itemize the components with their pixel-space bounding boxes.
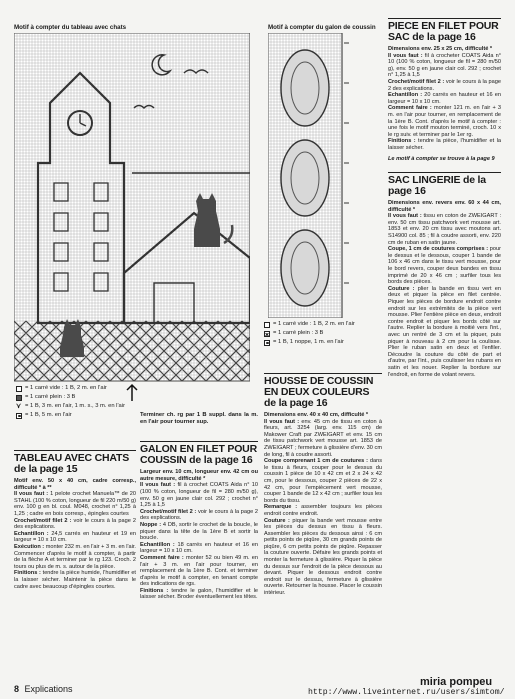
paragraph-text: monter 52 ou bien 49 m. en l'air + 3 m. en l'air pour tourner, en remplacement de la 1ère B. Cont. et terminer d'après le motif à compter, en tenant compte des indications de rgs. bbox=[140, 554, 258, 588]
paragraph bbox=[388, 105, 501, 138]
paragraph bbox=[388, 46, 501, 53]
paragraph bbox=[140, 588, 258, 601]
paragraph-lead: Couture : bbox=[388, 285, 415, 292]
paragraph-lead: Dimensions env. 25 x 25 cm, difficulté * bbox=[388, 46, 493, 52]
chart-caption-cats: Motif à compter du tableau avec chats bbox=[14, 24, 127, 31]
paragraph bbox=[388, 92, 501, 105]
article-body bbox=[388, 46, 501, 152]
legend-band bbox=[264, 320, 374, 347]
paragraph-text: dans le tissu à fleurs, couper pour le dessus du coussin 1 pièce de 10 x 42 cm et 2 x 24 x 42 cm, pour le dessous, couper 2 pièces de 22 x 42 cm, pour l'empiècement vert mousse, couper 1 bande de 12 x 42 cm ; surfiler tous les bords du tissu. bbox=[264, 458, 383, 504]
paragraph bbox=[140, 522, 258, 542]
article-body bbox=[388, 200, 501, 378]
paragraph bbox=[14, 491, 136, 517]
paragraph bbox=[140, 509, 258, 522]
paragraph-text: fil à crochet COATS Aida n° 10 (100 % coton, longueur de fil = 280 m/50 g), env. 50 g en jaune clair col. 292 ; crochet n° 1,25 à 1,5 bbox=[140, 482, 258, 509]
paragraph bbox=[388, 246, 501, 286]
paragraph-lead: Crochet/motif filet 2 : bbox=[388, 78, 445, 85]
section-name: Explications bbox=[24, 684, 73, 694]
paragraph-lead: Finitions : bbox=[388, 138, 416, 145]
paragraph bbox=[14, 544, 136, 570]
paragraph-lead: Exécution : bbox=[14, 543, 45, 550]
paragraph-lead: Largeur env. 10 cm, longueur env. 42 cm ou autre mesure, difficulté * bbox=[140, 469, 258, 482]
legend-row: = 1 carré plein : 3 B bbox=[16, 393, 246, 402]
legend-row: = 1 B, 5 m. en l'air bbox=[16, 411, 246, 420]
paragraph-lead: Finitions : bbox=[14, 570, 41, 577]
empty-square-icon bbox=[16, 386, 22, 392]
dot-square-icon bbox=[264, 340, 270, 346]
paragraph-text: 18 carrés en hauteur et 16 en largeur = 10 x 10 cm. bbox=[140, 541, 258, 555]
filet-chart-band bbox=[268, 33, 350, 318]
paragraph bbox=[14, 518, 136, 531]
empty-square-icon bbox=[264, 322, 270, 328]
article-body bbox=[140, 469, 258, 601]
paragraph bbox=[388, 138, 501, 151]
paragraph-lead: Il vous faut : bbox=[388, 213, 422, 220]
paragraph-text: voir le cours à la page 2 des explications. bbox=[388, 78, 501, 92]
v-stitch-icon: ⋎ bbox=[16, 402, 22, 410]
paragraph-lead: Coupe, 1 cm de coutures comprises : bbox=[388, 246, 489, 253]
legend-row: = 1 B, 1 noppe, 1 m. en l'air bbox=[264, 338, 374, 347]
filet-chart-band-grid bbox=[268, 33, 350, 318]
paragraph bbox=[140, 542, 258, 555]
divider bbox=[14, 450, 136, 451]
paragraph-text: tendre le galon, l'humidifier et le laisser sécher. Broder éventuellement les têtes. bbox=[140, 587, 258, 601]
paragraph-lead: Comment faire : bbox=[388, 105, 432, 112]
paragraph bbox=[14, 531, 136, 544]
paragraph-lead: Motif env. 50 x 40 cm, cadre corresp., difficulté * à ** bbox=[14, 478, 136, 491]
oval-motif bbox=[281, 140, 329, 216]
paragraph bbox=[140, 482, 258, 508]
paragraph-text: fil à crocheter COATS Aida n° 10 (100 % coton, longueur de fil = 280 m/50 g), env. 50 g en jaune clair col. 292 ; crochet n° 1,25 à 1,5 bbox=[388, 52, 501, 79]
paragraph-lead: Finitions : bbox=[140, 587, 169, 594]
paragraph-lead: Dimensions env. revers env. 60 x 44 cm, difficulté * bbox=[388, 200, 501, 213]
paragraph bbox=[388, 286, 501, 378]
paragraph bbox=[264, 518, 382, 597]
paragraph bbox=[388, 79, 501, 92]
filet-chart-cats-grid bbox=[14, 33, 250, 403]
article-title: HOUSSE DE COUSSIN EN DEUX COULEURS de la page 16 bbox=[264, 375, 374, 409]
legend-row: ⋎ = 1 B, 3 m. en l'air, 1 m. s., 3 m. en l'air bbox=[16, 402, 125, 410]
paragraph bbox=[14, 570, 136, 590]
legend-row: = 1 carré vide : 1 B, 2 m. en l'air bbox=[264, 320, 374, 329]
paragraph-text: 24,5 carrés en hauteur et 19 en largeur = 10 x 10 cm. bbox=[14, 530, 136, 544]
chart-note: Terminer ch. rg par 1 B suppl. dans la m. en l'air pour tourner sup. bbox=[140, 412, 258, 425]
paragraph bbox=[140, 555, 258, 588]
paragraph-text: 4 DB, sortir le crochet de la boucle, le piquer dans la tête de la 1ère B et sortir la boucle. bbox=[140, 521, 258, 542]
article-galon bbox=[140, 412, 258, 601]
paragraph-text: voir le cours à la page 2 des explications. bbox=[14, 517, 136, 531]
paragraph-text: monter 232 m. en l'air + 3 m. en l'air. Commencer d'après le motif à compter, à partir de la flèche A et terminer par le rg 123. Croch. 2 tours ou plus de m. s. autour de la pièce. bbox=[14, 543, 136, 570]
divider bbox=[388, 172, 501, 173]
paragraph-text: pour le dessus et le dessous, couper 1 bande de 106 x 46 cm dans le tissu vert mousse, pour le bord revers, couper deux bandes en tissu imprimé de 20 x 46 cm ; surfiler tous les bords des pièces. bbox=[388, 246, 501, 286]
paragraph-text: monter 121 m. en l'air + 3 m. en l'air pour tourner, en remplacement de la 1ère B. Cont. d'après le motif à compter : une fois le motif mouton terminé, croch. 10 x le rg suiv. et terminer par le 1er rg. bbox=[388, 105, 501, 138]
paragraph-lead: Noppe : bbox=[140, 521, 162, 528]
paragraph-lead: Il vous faut : bbox=[388, 52, 423, 59]
article-title: SAC LINGERIE de la page 16 bbox=[388, 174, 486, 198]
article-title: GALON EN FILET POUR COUSSIN de la page 16 bbox=[140, 443, 257, 467]
paragraph-lead: Echantillon : bbox=[14, 530, 49, 537]
full-square-icon bbox=[16, 395, 22, 401]
oval-motif bbox=[281, 230, 329, 306]
article-housse bbox=[264, 373, 382, 597]
article-body bbox=[264, 412, 382, 597]
article-title: PIECE EN FILET POUR SAC de la page 16 bbox=[388, 20, 499, 43]
dot-square-icon bbox=[16, 413, 22, 419]
oval-motif bbox=[281, 50, 329, 126]
legend-row: = 1 carré plein : 3 B bbox=[264, 329, 374, 338]
chart-reference-note: Le motif à compter se trouve à la page 9 bbox=[388, 155, 495, 162]
paragraph-text: plier la bande en tissu vert en deux et piquer la pièce en filet centrée. Piquer les pièces de bordure endroit contre endroit sur les extrémités de la pièce vert mousse. Plier l'entière pièce en deux, endroit contre endroit et piquer les bords côté sur l'autre. Replier la bordure à moitié vers l'int., avec un rentré de 3 cm et la piquer, puis piquer à nouveau à 2 cm pour la coulisse. Plier le ruban satin en deux et l'enfiler. Découdre la couture du côté de part et d'autre, par l'int., puis coulisser les rubans en satin et les nouer. Replier la bordure sur l'endroit, en forme de volant revers. bbox=[388, 285, 501, 378]
page-footer bbox=[14, 684, 73, 694]
divider bbox=[388, 18, 501, 19]
paragraph-lead: Dimensions env. 40 x 40 cm, difficulté * bbox=[264, 412, 369, 418]
paragraph-lead: Il vous faut : bbox=[264, 418, 300, 425]
chart-caption-band: Motif à compter du galon de coussin bbox=[268, 24, 376, 31]
paragraph bbox=[140, 469, 258, 482]
paragraph-text: piquer la bande vert mousse entre les pièces du dessus en tissu à fleurs. Assembler les pièces du dessous ainsi : 6 cm petits points de piqûre, 30 cm grands points de piqûre, 6 cm petits points de piqûre. Repasser la couture ouverte. Défaire les grands points et monter la fermeture à glissière. Piquer la pièce du dessus sur l'endroit de la pièce dessous au devant. Piquer le dessous endroit contre endroit sur le dessus, fermeture à glissière ouverte. Retourner la housse. Placer le coussin intérieur. bbox=[264, 517, 383, 597]
divider bbox=[140, 441, 258, 442]
signature: miria pompeu bbox=[420, 676, 493, 688]
paragraph-lead: Crochet/motif filet 2 : bbox=[140, 508, 197, 515]
paragraph-lead: Remarque : bbox=[264, 504, 298, 511]
article-tableau bbox=[14, 450, 136, 590]
paragraph bbox=[14, 478, 136, 491]
paragraph-lead: Coupe comprenant 1 cm de coutures : bbox=[264, 458, 368, 465]
source-url: http://www.liveinternet.ru/users/simtom/ bbox=[308, 688, 505, 697]
paragraph bbox=[264, 504, 382, 517]
paragraph-lead: Echantillon : bbox=[140, 541, 175, 548]
paragraph bbox=[388, 200, 501, 213]
page-number: 8 bbox=[14, 684, 20, 694]
legend-row: = 1 carré vide : 1 B, 2 m. en l'air bbox=[16, 384, 246, 393]
paragraph-lead: Il vous faut : bbox=[140, 482, 176, 489]
paragraph-text: 20 carrés en hauteur et 16 en largeur = 10 x 10 cm. bbox=[388, 92, 501, 105]
article-piece-sac bbox=[388, 18, 501, 378]
paragraph bbox=[264, 412, 382, 419]
paragraph bbox=[388, 53, 501, 79]
paragraph-text: 1 pelote crochet Manuela™ de 20 STAHL (100 % coton, longueur de fil 220 m/50 g) env. 100 g en bl. coul. M048, crochet n° 1,25 à 1,25 ; cadre en bois corresp., épingles courtes bbox=[14, 491, 136, 517]
article-body bbox=[14, 478, 136, 590]
paragraph-text: voir le cours à la page 2 des explications. bbox=[140, 508, 258, 522]
paragraph-lead: Crochet/motif filet 2 : bbox=[14, 517, 72, 524]
paragraph-text: env. 45 cm de tissu en coton à fleurs, art. 3254 (larg. env. 115 cm) de Makower Craft par ZWEIGART et env. 15 cm de tissu patchwork vert mousse art. 1853 de ZWEIGART ; fermeture à glissière d'env. 30 cm de long, fil à coudre assorti. bbox=[264, 418, 382, 458]
paragraph-text: assembler toujours les pièces endroit contre endroit. bbox=[264, 504, 382, 517]
cross-square-icon bbox=[264, 331, 270, 337]
filet-chart-cats bbox=[14, 33, 250, 403]
paragraph bbox=[388, 213, 501, 246]
paragraph-lead: Couture : bbox=[264, 517, 290, 524]
paragraph-lead: Il vous faut : bbox=[14, 491, 49, 498]
article-title: TABLEAU AVEC CHATS de la page 15 bbox=[14, 452, 130, 475]
paragraph-text: tissu en coton de ZWEIGART : env. 50 cm tissu patchwork vert mousse art. 1853 et env. 20 cm tissu avec moutons art. S14900 col. 85 ; fil à coudre assorti, env. 220 cm de ruban en satin jaune. bbox=[388, 213, 501, 246]
paragraph-lead: Echantillon : bbox=[388, 92, 423, 99]
paragraph-lead: Comment faire : bbox=[140, 554, 184, 561]
paragraph-text: tendre la pièce, l'humidifier et la laisser sécher. bbox=[388, 138, 501, 151]
paragraph-text: tendre la pièce humide, l'humidifier et la laisser sécher. Maintenir la pièce dans le cadre avec beaucoup d'épingles courtes. bbox=[14, 570, 136, 590]
divider bbox=[264, 373, 382, 374]
paragraph bbox=[264, 458, 382, 504]
paragraph bbox=[264, 419, 382, 459]
